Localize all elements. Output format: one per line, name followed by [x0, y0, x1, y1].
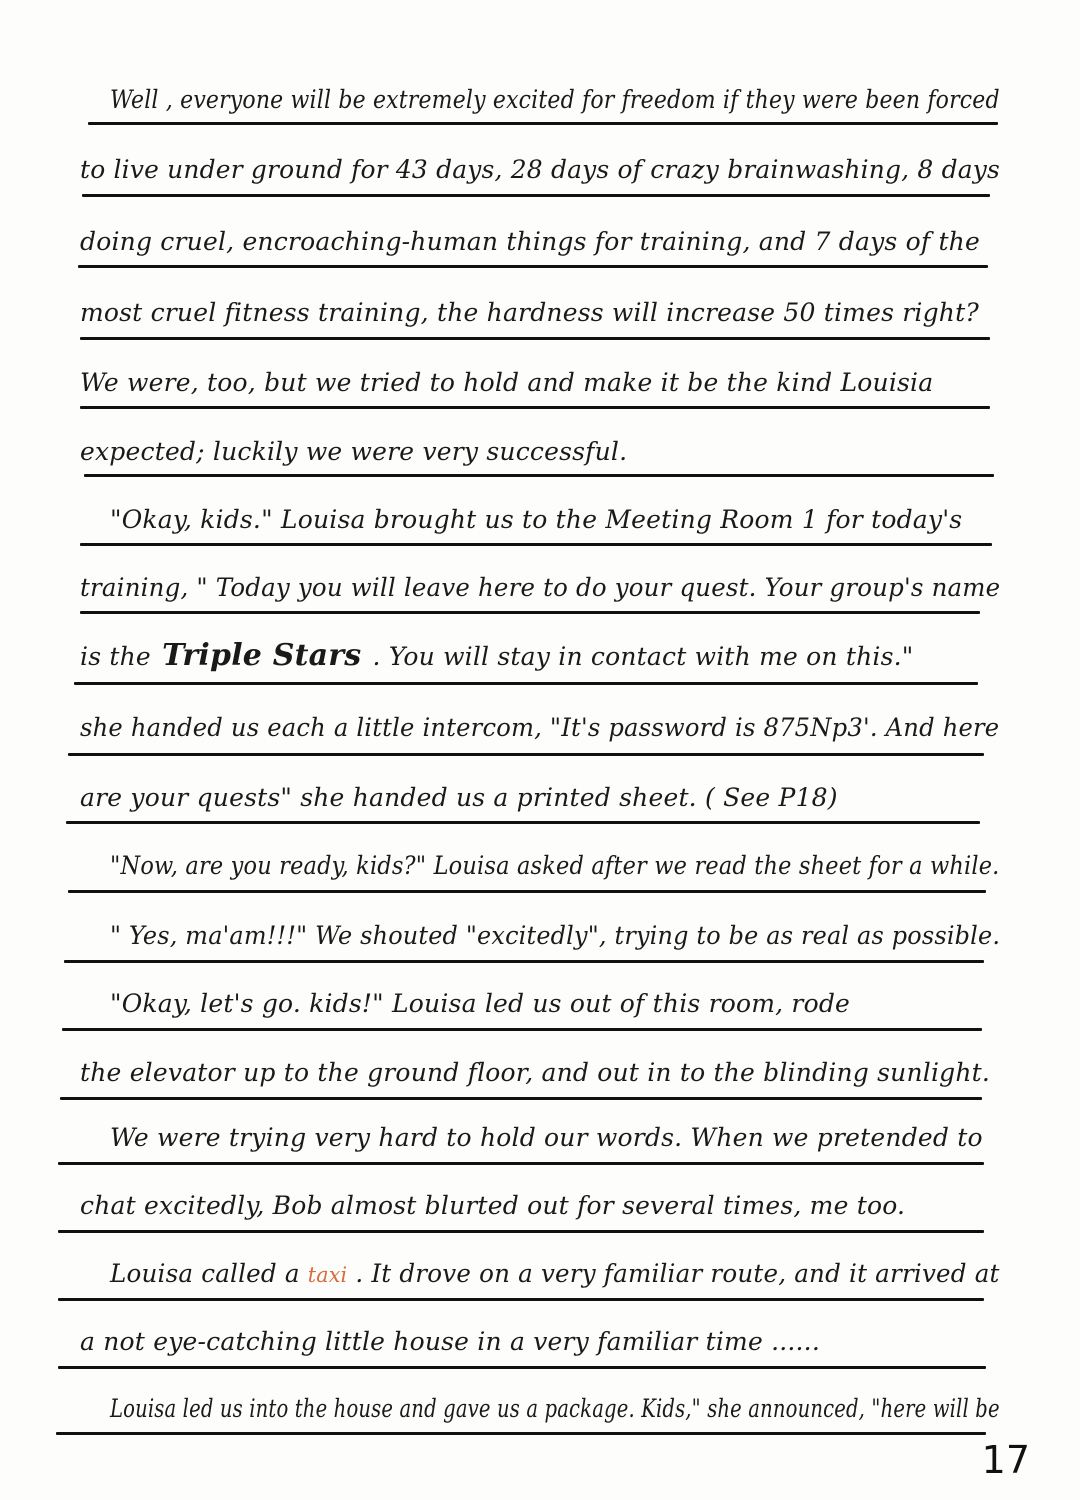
ruled-line — [80, 406, 990, 409]
ruled-line — [66, 821, 980, 824]
text-line-12: "Now, are you ready, kids?" Louisa asked after we read the sheet for a while. — [110, 851, 1000, 880]
ruled-line — [88, 122, 998, 125]
text-line-18 — [110, 1256, 1000, 1293]
ruled-line — [58, 1162, 984, 1165]
taxi-word: taxi — [307, 1263, 348, 1287]
ruled-line — [60, 1097, 982, 1100]
text-line-20: Louisa led us into the house and gave us a package. Kids," she announced, "here will be — [110, 1394, 1000, 1423]
ruled-line — [68, 753, 984, 756]
text-line-5: We were, too, but we tried to hold and make it be the kind Louisia — [80, 368, 934, 397]
text-line-9 — [80, 638, 913, 675]
text-line-2: to live under ground for 43 days, 28 days of crazy brainwashing, 8 days — [80, 155, 1000, 184]
text-line-15: the elevator up to the ground floor, and out in to the blinding sunlight. — [80, 1058, 991, 1087]
page-number: 17 — [981, 1438, 1030, 1482]
text-line-17: chat excitedly, Bob almost blurted out for several times, me too. — [80, 1191, 906, 1220]
ruled-line — [58, 1230, 984, 1233]
ruled-line — [68, 890, 986, 893]
ruled-line — [64, 960, 984, 963]
text-line-19: a not eye-catching little house in a very familiar time ...... — [80, 1327, 820, 1356]
text-line-9-start: is the — [80, 642, 151, 671]
group-name: Triple Stars — [162, 638, 362, 673]
ruled-line — [56, 1432, 986, 1435]
text-line-11: are your quests" she handed us a printed sheet. ( See P18) — [80, 783, 838, 812]
text-line-16: We were trying very hard to hold our words. When we pretended to — [110, 1123, 983, 1152]
ruled-line — [84, 474, 994, 477]
ruled-line — [82, 194, 990, 197]
ruled-line — [80, 611, 980, 614]
ruled-line — [80, 337, 990, 340]
text-line-7: "Okay, kids." Louisa brought us to the Meeting Room 1 for today's — [110, 505, 963, 534]
text-line-9-end: . You will stay in contact with me on this." — [372, 642, 914, 671]
ruled-line — [80, 543, 992, 546]
text-line-8: training, " Today you will leave here to do your quest. Your group's name — [80, 573, 1001, 602]
text-line-13: " Yes, ma'am!!!" We shouted "excitedly", trying to be as real as possible. — [110, 921, 1001, 950]
text-line-3: doing cruel, encroaching-human things for training, and 7 days of the — [80, 227, 980, 256]
text-line-18-start: Louisa called a — [110, 1259, 300, 1288]
ruled-line — [74, 682, 978, 685]
text-line-10: she handed us each a little intercom, "It's password is 875Np3'. And here — [80, 713, 1000, 742]
ruled-line — [78, 265, 988, 268]
text-line-14: "Okay, let's go. kids!" Louisa led us out of this room, rode — [110, 989, 851, 1018]
ruled-line — [62, 1028, 982, 1031]
text-line-6: expected; luckily we were very successful. — [80, 437, 628, 466]
text-line-18-end: . It drove on a very familiar route, and it arrived at — [355, 1259, 1000, 1288]
ruled-line — [58, 1366, 986, 1369]
ruled-line — [58, 1298, 984, 1301]
text-line-1: Well , everyone will be extremely excited for freedom if they were been forced — [110, 85, 1000, 114]
text-line-4: most cruel fitness training, the hardness will increase 50 times right? — [80, 298, 979, 327]
